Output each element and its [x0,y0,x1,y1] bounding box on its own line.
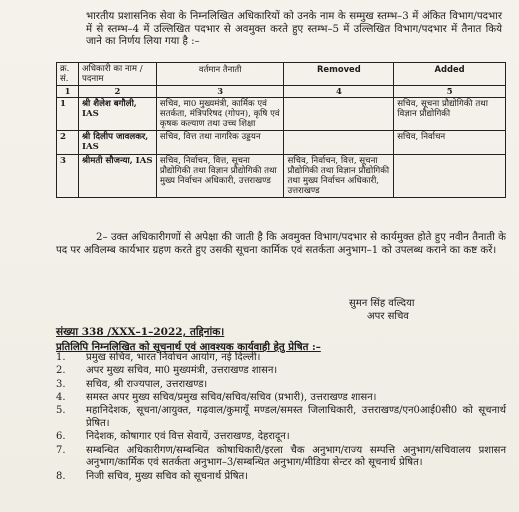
item-text: निदेशक, कोषागार एवं वित्त सेवायें, उत्तराखण्ड, देहरादून। [86,431,290,443]
item-number: 7. [56,444,66,456]
item-number: 5. [56,405,66,417]
item-text: अपर मुख्य सचिव, मा0 मुख्यमंत्री, उत्तराखण्ड शासन। [86,365,278,377]
item-number: 2. [56,365,66,377]
col-number: 5 [394,86,506,97]
signatory-name: सुमन सिंह वल्दिया [349,298,415,309]
copy-heading: प्रतिलिपि निम्नलिखित को सूचनार्थ एवं आवश्यक कार्यवाही हेतु प्रेषित :– [56,341,321,353]
item-text: प्रमुख सचिव, भारत निर्वाचन आयोग, नई दिल्ली। [86,352,261,363]
item-number: 6. [56,431,66,443]
col-number: 3 [156,86,284,97]
col-header-sn: क्र. सं. [57,63,79,86]
removed-posting [284,97,394,131]
intro-paragraph: भारतीय प्रशासनिक सेवा के निम्नलिखित अधिकारियों को उनके नाम के सम्मुख स्तम्भ–3 में अंकित विभाग/पदभार में से स्तम्भ–4 में उल्लिखित पदभार से अवमुक्त करते हुए स्तम्भ–5 में उल्लिखित विभाग/पदभार में तैनात किये जाने का निर्णय लिया गया है :– [86,11,502,48]
item-number: 4. [56,391,66,403]
list-item [56,431,506,444]
list-item [56,392,506,405]
item-number: 1. [56,352,66,363]
signature-block [349,297,414,323]
row-sn: 1 [57,97,79,131]
reference-number: संख्या 338 /XXX–1–2022, तद्दिनांक। [56,326,225,338]
list-item [56,405,506,431]
table-header-row [57,63,506,86]
instruction-paragraph: 2– उक्त अधिकारीगणों से अपेक्षा की जाती है कि अवमुक्त विभाग/पदभार से कार्यमुक्त होते हुए नवीन तैनाती के पद पर अविलम्ब कार्यभार ग्रहण करते हुए उसकी सूचना कार्मिक एवं सतर्कता अनुभाग–1 को उपलब्ध कराने का कष्ट करें। [56,232,506,256]
list-item [56,379,506,392]
officer-name: श्री शैलेश बगौली, IAS [78,97,156,131]
row-sn: 2 [57,131,79,154]
removed-posting: सचिव, निर्वाचन, वित्त, सूचना प्रौद्योगिकी तथा विज्ञान प्रौद्योगिकी तथा मुख्य निर्वाचन अधिकारी, उत्तराखण्ड [284,154,394,198]
item-number: 3. [56,378,66,390]
officer-name: श्रीमती सौजन्या, IAS [78,154,156,198]
current-posting: सचिव, वित्त तथा नागरिक उड्डयन [156,131,284,154]
table-row [57,97,506,131]
added-posting [394,154,506,198]
table-row [57,131,506,154]
col-header-added: Added [394,63,506,86]
col-number: 1 [57,86,79,97]
item-text: सम्बन्धित अधिकारीगण/सम्बन्धित कोषाधिकारी/इरला चैक अनुभाग/राज्य सम्पत्ति अनुभाग/सचिवालय प्रशासन अनुभाग/कार्मिक एवं सतर्कता अनुभाग–3/सम्बन्धित अनुभाग/मीडिया सेन्टर को सूचनार्थ प्रेषित। [86,444,506,469]
item-text: सचिव, श्री राज्यपाल, उत्तराखण्ड। [86,378,208,390]
posting-table [56,62,506,198]
added-posting: सचिव, सूचना प्रौद्योगिकी तथा विज्ञान प्रौद्योगिकी [394,97,506,131]
item-text: निजी सचिव, मुख्य सचिव को सूचनार्थ प्रेषित। [86,470,249,482]
item-text: समस्त अपर मुख्य सचिव/प्रमुख सचिव/सचिव/सचिव (प्रभारी), उत्तराखण्ड शासन। [86,391,377,403]
removed-posting [284,131,394,154]
col-header-removed: Removed [284,63,394,86]
current-posting: सचिव, निर्वाचन, वित्त, सूचना प्रौद्योगिकी तथा विज्ञान प्रौद्योगिकी तथा मुख्य निर्वाचन अधिकारी, उत्तराखण्ड [156,154,284,198]
signatory-designation: अपर सचिव [367,311,409,322]
officer-name: श्री दिलीप जावलकर, IAS [78,131,156,154]
col-number: 4 [284,86,394,97]
col-header-current: वर्तमान तैनाती [156,63,284,86]
recipient-list [56,352,506,484]
column-number-row [57,86,506,97]
item-number: 8. [56,470,66,482]
item-text: महानिदेशक, सूचना/आयुक्त, गढ़वाल/कुमायूँ मण्डल/समस्त जिलाधिकारी, उत्तराखण्ड/एन0आई0सी0 को सूचनार्थ प्रेषित। [86,405,506,429]
list-item [56,365,506,378]
table-row [57,154,506,198]
list-item [56,471,506,484]
added-posting: सचिव, निर्वाचन [394,131,506,154]
current-posting: सचिव, मा0 मुख्यमंत्री, कार्मिक एवं सतर्कता, मंत्रिपरिषद (गोपन), कृषि एवं कृषक कल्याण तथा उच्च शिक्षा [156,97,284,131]
row-sn: 3 [57,154,79,198]
col-header-officer: अधिकारी का नाम / पदनाम [78,63,156,86]
col-number: 2 [78,86,156,97]
list-item [56,352,506,365]
list-item [56,445,506,471]
